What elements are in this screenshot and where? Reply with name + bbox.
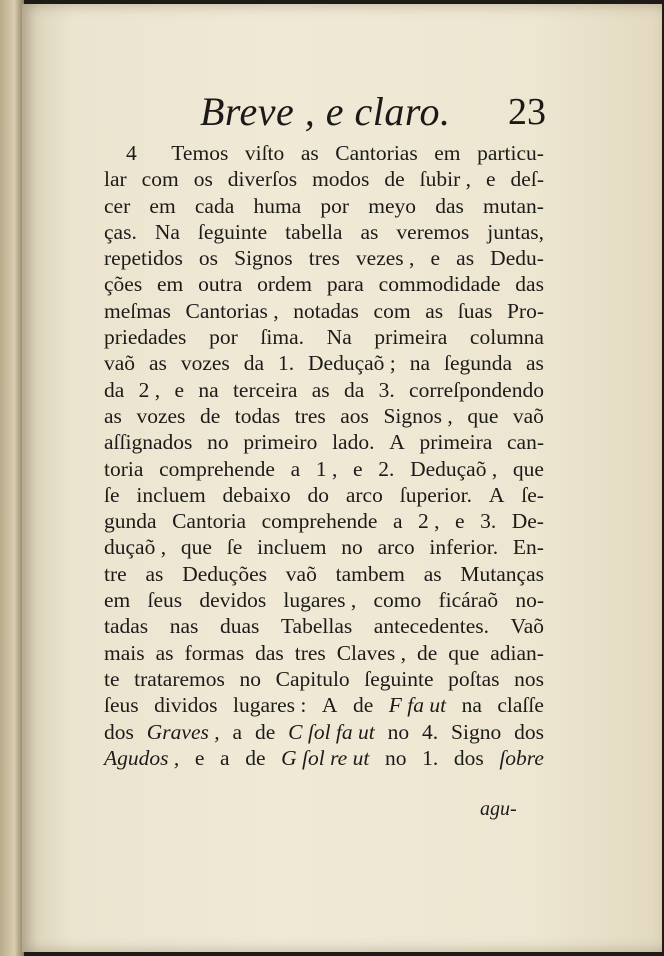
word: todas xyxy=(234,403,281,428)
word: por xyxy=(209,325,238,350)
word: lugares : xyxy=(232,693,307,718)
text-line xyxy=(104,587,544,613)
word: Agudos , xyxy=(104,745,180,770)
word: a xyxy=(392,509,403,534)
text-line xyxy=(104,666,544,692)
word: e xyxy=(353,456,363,481)
word: ordem xyxy=(257,272,313,297)
word: commodidade xyxy=(378,272,501,297)
word: Cantorias , xyxy=(185,298,279,323)
word: as xyxy=(155,640,174,665)
word: no xyxy=(207,430,229,455)
word: A xyxy=(488,482,505,507)
word: huma xyxy=(253,193,302,218)
text-line xyxy=(104,324,544,350)
word: debaixo xyxy=(222,482,291,507)
page-number: 23 xyxy=(508,91,546,133)
word: em xyxy=(149,193,176,218)
word: tres xyxy=(294,640,326,665)
word: A xyxy=(389,430,405,455)
text-line xyxy=(104,561,544,587)
word: tambem xyxy=(335,561,405,586)
text-line xyxy=(104,482,544,508)
text-line xyxy=(104,508,544,534)
word: ficáraõ xyxy=(438,588,499,613)
word: Dedu- xyxy=(490,246,544,271)
word: vezes , xyxy=(355,246,415,271)
word: Na xyxy=(154,219,180,244)
word: ſeguinte xyxy=(364,666,434,691)
word: Cantoria xyxy=(172,509,247,534)
word: poſtas xyxy=(448,666,500,691)
word: 2. xyxy=(378,456,395,481)
word: ſegunda xyxy=(443,351,513,376)
word: 4. xyxy=(422,719,439,744)
word: tres xyxy=(294,403,326,428)
word: as xyxy=(300,141,319,165)
word: dividos xyxy=(154,693,218,718)
word: na xyxy=(409,351,431,376)
word: ſe xyxy=(226,535,243,560)
word: cada xyxy=(194,193,235,218)
word: Na xyxy=(326,325,352,350)
word: que xyxy=(467,403,499,428)
word: Deduçaõ ; xyxy=(308,351,396,376)
word: 3. xyxy=(480,509,497,534)
word: do xyxy=(307,482,329,507)
word: Signo xyxy=(451,719,502,744)
book-gutter xyxy=(0,0,24,956)
word: G ſol re ut xyxy=(281,745,370,770)
word: primeira xyxy=(419,430,493,455)
word: aſſignados xyxy=(104,430,193,455)
word: ſeus xyxy=(147,588,183,613)
word: as xyxy=(360,219,379,244)
page-header xyxy=(0,88,664,138)
word: das xyxy=(435,193,464,218)
word: da xyxy=(104,377,125,402)
word: primeiro xyxy=(243,430,318,455)
word: de xyxy=(384,167,405,192)
word: duas xyxy=(219,614,260,639)
word: de xyxy=(352,693,374,718)
word: tadas xyxy=(104,614,149,639)
word: modos xyxy=(312,167,370,192)
word: primeira xyxy=(374,325,448,350)
text-line xyxy=(104,219,544,245)
word: as xyxy=(145,561,164,586)
word: as xyxy=(148,351,167,376)
word: C ſol fa ut xyxy=(288,719,375,744)
word: em xyxy=(434,141,461,165)
word: a xyxy=(220,745,230,770)
word: vozes xyxy=(136,403,186,428)
word: da xyxy=(343,377,365,402)
word: Vaõ xyxy=(510,614,544,639)
word: Cantorias xyxy=(335,141,418,165)
word: as xyxy=(311,377,330,402)
word: ſuperior. xyxy=(399,482,472,507)
word: incluem xyxy=(136,482,206,507)
text-line xyxy=(104,456,544,482)
word: toria xyxy=(104,456,144,481)
word: que xyxy=(512,456,544,481)
word: tre xyxy=(104,561,127,586)
text-line xyxy=(104,193,544,219)
word: de xyxy=(254,719,276,744)
text-line xyxy=(104,534,544,560)
word: particu- xyxy=(477,141,544,165)
word: Claves , xyxy=(336,640,406,665)
word: Tabellas xyxy=(280,614,353,639)
word: vaõ xyxy=(512,403,544,428)
word: repetidos xyxy=(104,246,183,271)
word: veremos xyxy=(396,219,470,244)
text-line xyxy=(104,350,544,376)
word: a xyxy=(232,719,243,744)
word: por xyxy=(320,193,350,218)
word: priedades xyxy=(104,325,187,350)
word: no xyxy=(387,719,410,744)
word: tres xyxy=(308,246,340,271)
text-line xyxy=(104,403,544,429)
word: can- xyxy=(507,430,544,455)
word: como xyxy=(373,588,422,613)
word: e xyxy=(455,509,465,534)
word: diverſos xyxy=(227,167,298,192)
word: ſuas xyxy=(457,298,493,323)
text-line xyxy=(104,377,544,403)
word: notadas xyxy=(293,298,359,323)
word: as xyxy=(456,246,475,271)
word: te xyxy=(104,666,120,691)
word: as xyxy=(104,403,122,428)
word: terceira xyxy=(232,377,298,402)
word: ções xyxy=(104,272,143,297)
word: En- xyxy=(512,535,544,560)
word: nas xyxy=(169,614,199,639)
word: das xyxy=(515,272,544,297)
word: os xyxy=(193,167,213,192)
word: correſpondendo xyxy=(409,377,544,402)
word: 1. xyxy=(422,745,439,770)
word: e xyxy=(174,377,184,402)
word: duçaõ , xyxy=(104,535,167,560)
word: lado. xyxy=(332,430,375,455)
word: ſeus xyxy=(104,693,139,718)
word: Mutanças xyxy=(460,561,544,586)
word: com xyxy=(141,167,179,192)
word: arco xyxy=(377,535,415,560)
word: e xyxy=(194,745,205,770)
word: comprehende xyxy=(261,509,378,534)
word: ſima. xyxy=(260,325,304,350)
word: gunda xyxy=(104,509,157,534)
text-line xyxy=(104,613,544,639)
word: lugares , xyxy=(283,588,357,613)
word: meyo xyxy=(368,193,417,218)
word: em xyxy=(157,272,184,297)
word: tabella xyxy=(285,219,343,244)
word: lar xyxy=(104,167,127,192)
word: A xyxy=(321,693,338,718)
word: devidos xyxy=(199,588,267,613)
word: ſeguinte xyxy=(197,219,268,244)
word: no xyxy=(341,535,363,560)
word: comprehende xyxy=(159,456,275,481)
word: Pro- xyxy=(506,298,544,323)
word: e xyxy=(430,246,441,271)
word: vaõ xyxy=(285,561,317,586)
word: no xyxy=(384,745,407,770)
word: adian- xyxy=(490,640,544,665)
text-line xyxy=(104,166,544,192)
running-head: Breve , e claro. xyxy=(200,89,451,134)
word: de xyxy=(199,403,221,428)
word: ſe xyxy=(104,482,120,507)
text-line xyxy=(104,271,544,297)
word: viſto xyxy=(244,141,285,165)
word: inferior. xyxy=(429,535,499,560)
word: de xyxy=(416,640,438,665)
word: outra xyxy=(198,272,243,297)
text-line xyxy=(104,429,544,455)
catchword: agu- xyxy=(480,798,517,820)
word: antecedentes. xyxy=(373,614,489,639)
word: columna xyxy=(469,325,544,350)
word: 2 , xyxy=(138,377,161,402)
word: Deduções xyxy=(182,561,267,586)
word: em xyxy=(104,588,131,613)
word: as xyxy=(425,298,444,323)
word: trataremos xyxy=(134,666,225,691)
word: aos xyxy=(340,403,369,428)
word: mutan- xyxy=(483,193,544,218)
word: dos xyxy=(104,719,134,744)
word: ſobre xyxy=(499,745,544,770)
word: arco xyxy=(345,482,383,507)
word: 2 , xyxy=(418,509,440,534)
word: Temos xyxy=(171,141,229,165)
word: Deduçaõ , xyxy=(410,456,498,481)
word: que xyxy=(448,640,480,665)
word: 1. xyxy=(277,351,295,376)
word: formas xyxy=(184,640,245,665)
body-text xyxy=(104,140,544,771)
word: 3. xyxy=(378,377,395,402)
word: F fa ut xyxy=(388,693,447,718)
text-line xyxy=(104,640,544,666)
word: deſ- xyxy=(510,167,544,192)
word: de xyxy=(245,745,266,770)
text-line xyxy=(104,719,544,745)
word: para xyxy=(326,272,364,297)
text-line xyxy=(104,140,544,166)
word: dos xyxy=(514,719,544,744)
word: no xyxy=(239,666,261,691)
word: as xyxy=(525,351,544,376)
word: os xyxy=(198,246,219,271)
word: com xyxy=(373,298,411,323)
word: da xyxy=(243,351,265,376)
word: De- xyxy=(511,509,544,534)
text-line xyxy=(104,692,544,718)
word: Signos xyxy=(234,246,293,271)
text-line xyxy=(104,745,544,771)
word: ſubir , xyxy=(419,167,472,192)
word: meſmas xyxy=(104,298,171,323)
word: na xyxy=(461,693,482,718)
word: dos xyxy=(453,745,484,770)
word: cer xyxy=(104,193,131,218)
text-line xyxy=(104,298,544,324)
word: a xyxy=(290,456,301,481)
word: Signos , xyxy=(383,403,453,428)
word: mais xyxy=(104,640,145,665)
word: na xyxy=(198,377,219,402)
word: incluem xyxy=(257,535,327,560)
word: juntas, xyxy=(487,219,544,244)
paragraph-number: 4 xyxy=(126,141,137,165)
word: nos xyxy=(514,666,544,691)
word: ſe- xyxy=(521,482,544,507)
word: ças. xyxy=(104,219,137,244)
word: vaõ xyxy=(104,351,136,376)
word: Graves , xyxy=(146,719,220,744)
text-line xyxy=(104,245,544,271)
word: as xyxy=(423,561,442,586)
word: e xyxy=(486,167,496,192)
word: 1 , xyxy=(315,456,338,481)
word: claſſe xyxy=(497,693,544,718)
word: que xyxy=(180,535,212,560)
word: vozes xyxy=(180,351,230,376)
word: Capitulo xyxy=(275,666,350,691)
word: das xyxy=(255,640,284,665)
word: no- xyxy=(515,588,544,613)
